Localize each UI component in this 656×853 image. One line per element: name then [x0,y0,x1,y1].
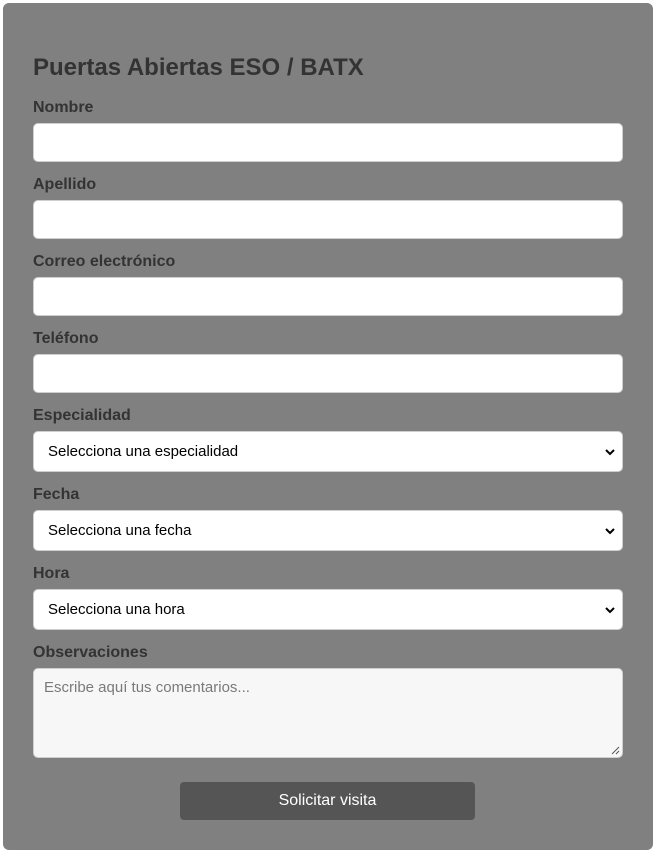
observaciones-placeholder: Escribe aquí tus comentarios... [44,679,250,696]
hora-label: Hora [33,565,70,582]
fecha-select-value: Selecciona una fecha [48,522,192,539]
chevron-down-icon [604,525,616,537]
apellido-input[interactable] [33,200,623,239]
chevron-down-icon [604,604,616,616]
resize-handle-icon[interactable] [610,745,620,755]
chevron-down-icon [604,446,616,458]
nombre-label: Nombre [33,99,94,116]
correo-label: Correo electrónico [33,253,176,270]
fecha-label: Fecha [33,486,80,503]
especialidad-label: Especialidad [33,407,131,424]
observaciones-textarea[interactable] [33,668,623,758]
fecha-select[interactable] [33,510,623,551]
apellido-label: Apellido [33,176,97,193]
form-card [3,3,653,850]
hora-select-value: Selecciona una hora [48,601,185,618]
nombre-input[interactable] [33,123,623,162]
telefono-input[interactable] [33,354,623,393]
telefono-label: Teléfono [33,330,99,347]
hora-select[interactable] [33,589,623,630]
solicitar-visita-button[interactable]: Solicitar visita [180,782,475,820]
correo-input[interactable] [33,277,623,316]
observaciones-label: Observaciones [33,644,148,661]
especialidad-select[interactable] [33,431,623,472]
form-title: Puertas Abiertas ESO / BATX [33,54,364,81]
especialidad-select-value: Selecciona una especialidad [48,443,239,460]
